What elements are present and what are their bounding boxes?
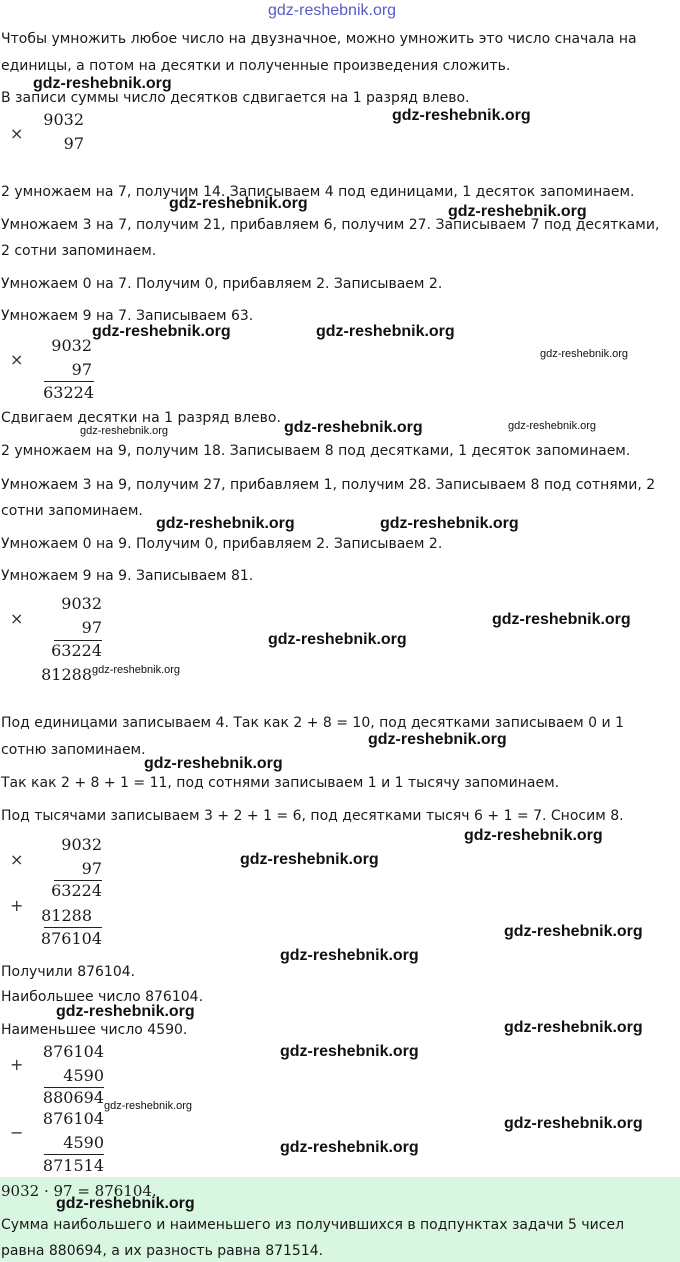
site-watermark-top: gdz-reshebnik.org bbox=[268, 2, 397, 19]
watermark: gdz-reshebnik.org bbox=[280, 947, 419, 964]
times-sign: × bbox=[10, 124, 24, 143]
watermark: gdz-reshebnik.org bbox=[104, 1100, 193, 1112]
final-equation: 9032 · 97 = 876104. bbox=[1, 1182, 157, 1200]
multiplier: 97 bbox=[71, 360, 92, 379]
watermark: gdz-reshebnik.org bbox=[144, 755, 283, 772]
watermark: gdz-reshebnik.org bbox=[492, 611, 631, 628]
watermark: gdz-reshebnik.org bbox=[504, 923, 643, 940]
step3-units-line1: Под единицами записываем 4. Так как 2 + 8 = 10, под десятками записываем 0 и 1 bbox=[1, 715, 624, 731]
result-text: Получили 876104. bbox=[1, 964, 136, 980]
watermark: gdz-reshebnik.org bbox=[504, 1115, 643, 1132]
step3-units-line2: сотню запоминаем. bbox=[1, 742, 146, 758]
step1-hundreds: Умножаем 0 на 7. Получим 0, прибавляем 2. Записываем 2. bbox=[1, 276, 443, 292]
plus-sign: + bbox=[10, 896, 24, 915]
difference-result: 871514 bbox=[42, 1156, 104, 1175]
step2-thousands: Умножаем 9 на 9. Записываем 81. bbox=[1, 568, 254, 584]
watermark: gdz-reshebnik.org bbox=[33, 75, 172, 92]
partial-product-2: 81288 bbox=[41, 665, 92, 684]
step2-shift: Сдвигаем десятки на 1 разряд влево. bbox=[1, 410, 281, 426]
largest-number: 876104 bbox=[42, 1109, 104, 1128]
multiplicand: 9032 bbox=[61, 594, 102, 613]
step2-tens-line2: сотни запоминаем. bbox=[1, 503, 143, 519]
underline bbox=[44, 1154, 104, 1155]
step1-units: 2 умножаем на 7, получим 14. Записываем 4 под единицами, 1 десяток запоминаем. bbox=[1, 184, 635, 200]
watermark: gdz-reshebnik.org bbox=[464, 827, 603, 844]
step1-tens-line2: 2 сотни запоминаем. bbox=[1, 243, 157, 259]
intro-line-1: Чтобы умножить любое число на двузначное, можно умножить это число сначала на bbox=[1, 31, 637, 47]
step1-tens-line1: Умножаем 3 на 7, получим 21, прибавляем 6, получим 27. Записываем 7 под десятками, bbox=[1, 217, 660, 233]
product-sum: 876104 bbox=[40, 929, 102, 948]
watermark: gdz-reshebnik.org bbox=[368, 731, 507, 748]
intro-line-2: единицы, а потом на десятки и полученные произведения сложить. bbox=[1, 58, 511, 74]
watermark: gdz-reshebnik.org bbox=[280, 1043, 419, 1060]
step3-hundreds: Так как 2 + 8 + 1 = 11, под сотнями записываем 1 и 1 тысячу запоминаем. bbox=[1, 775, 560, 791]
multiplier: 97 bbox=[81, 618, 102, 637]
watermark: gdz-reshebnik.org bbox=[280, 1139, 419, 1156]
watermark: gdz-reshebnik.org bbox=[240, 851, 379, 868]
step2-hundreds: Умножаем 0 на 9. Получим 0, прибавляем 2. Записываем 2. bbox=[1, 536, 443, 552]
watermark: gdz-reshebnik.org bbox=[80, 425, 169, 437]
times-sign: × bbox=[10, 850, 24, 869]
final-summary-line1: Сумма наибольшего и наименьшего из получившихся в подпунктах задачи 5 чисел bbox=[1, 1217, 625, 1233]
watermark: gdz-reshebnik.org bbox=[316, 323, 455, 340]
underline bbox=[44, 927, 102, 928]
partial-product-2: 81288 bbox=[41, 906, 92, 925]
watermark: gdz-reshebnik.org bbox=[284, 419, 423, 436]
watermark: gdz-reshebnik.org bbox=[56, 1003, 195, 1020]
smallest-number: 4590 bbox=[63, 1133, 104, 1152]
step2-units: 2 умножаем на 9, получим 18. Записываем 8 под десятками, 1 десяток запоминаем. bbox=[1, 443, 631, 459]
largest-number-text: Наибольшее число 876104. bbox=[1, 989, 204, 1005]
largest-number: 876104 bbox=[42, 1042, 104, 1061]
times-sign: × bbox=[10, 609, 24, 628]
watermark: gdz-reshebnik.org bbox=[392, 107, 531, 124]
partial-product-1: 63224 bbox=[43, 383, 94, 402]
watermark: gdz-reshebnik.org bbox=[508, 420, 597, 432]
smallest-number-text: Наименьшее число 4590. bbox=[1, 1022, 188, 1038]
watermark: gdz-reshebnik.org bbox=[380, 515, 519, 532]
smallest-number: 4590 bbox=[63, 1066, 104, 1085]
multiplicand: 9032 bbox=[43, 110, 84, 129]
minus-sign: − bbox=[10, 1123, 24, 1142]
partial-product-1: 63224 bbox=[51, 881, 102, 900]
multiplicand: 9032 bbox=[61, 835, 102, 854]
partial-product-1: 63224 bbox=[51, 641, 102, 660]
sum-result: 880694 bbox=[42, 1088, 104, 1107]
step2-tens-line1: Умножаем 3 на 9, получим 27, прибавляем 1, получим 28. Записываем 8 под сотнями, 2 bbox=[1, 477, 656, 493]
multiplicand: 9032 bbox=[51, 336, 92, 355]
times-sign: × bbox=[10, 350, 24, 369]
multiplier: 97 bbox=[63, 134, 84, 153]
watermark: gdz-reshebnik.org bbox=[156, 515, 295, 532]
watermark: gdz-reshebnik.org bbox=[448, 203, 587, 220]
step3-thousands: Под тысячами записываем 3 + 2 + 1 = 6, под десятками тысяч 6 + 1 = 7. Сносим 8. bbox=[1, 808, 624, 824]
plus-sign: + bbox=[10, 1055, 24, 1074]
final-summary-line2: равна 880694, а их разность равна 871514. bbox=[1, 1243, 324, 1259]
multiplier: 97 bbox=[81, 859, 102, 878]
watermark: gdz-reshebnik.org bbox=[56, 1195, 195, 1212]
watermark: gdz-reshebnik.org bbox=[268, 631, 407, 648]
watermark: gdz-reshebnik.org bbox=[92, 664, 181, 676]
underline bbox=[44, 381, 94, 382]
shift-rule-text: В записи суммы число десятков сдвигается на 1 разряд влево. bbox=[1, 90, 470, 106]
watermark: gdz-reshebnik.org bbox=[540, 348, 629, 360]
step1-thousands: Умножаем 9 на 7. Записываем 63. bbox=[1, 308, 254, 324]
watermark: gdz-reshebnik.org bbox=[504, 1019, 643, 1036]
watermark: gdz-reshebnik.org bbox=[169, 195, 308, 212]
watermark: gdz-reshebnik.org bbox=[92, 323, 231, 340]
